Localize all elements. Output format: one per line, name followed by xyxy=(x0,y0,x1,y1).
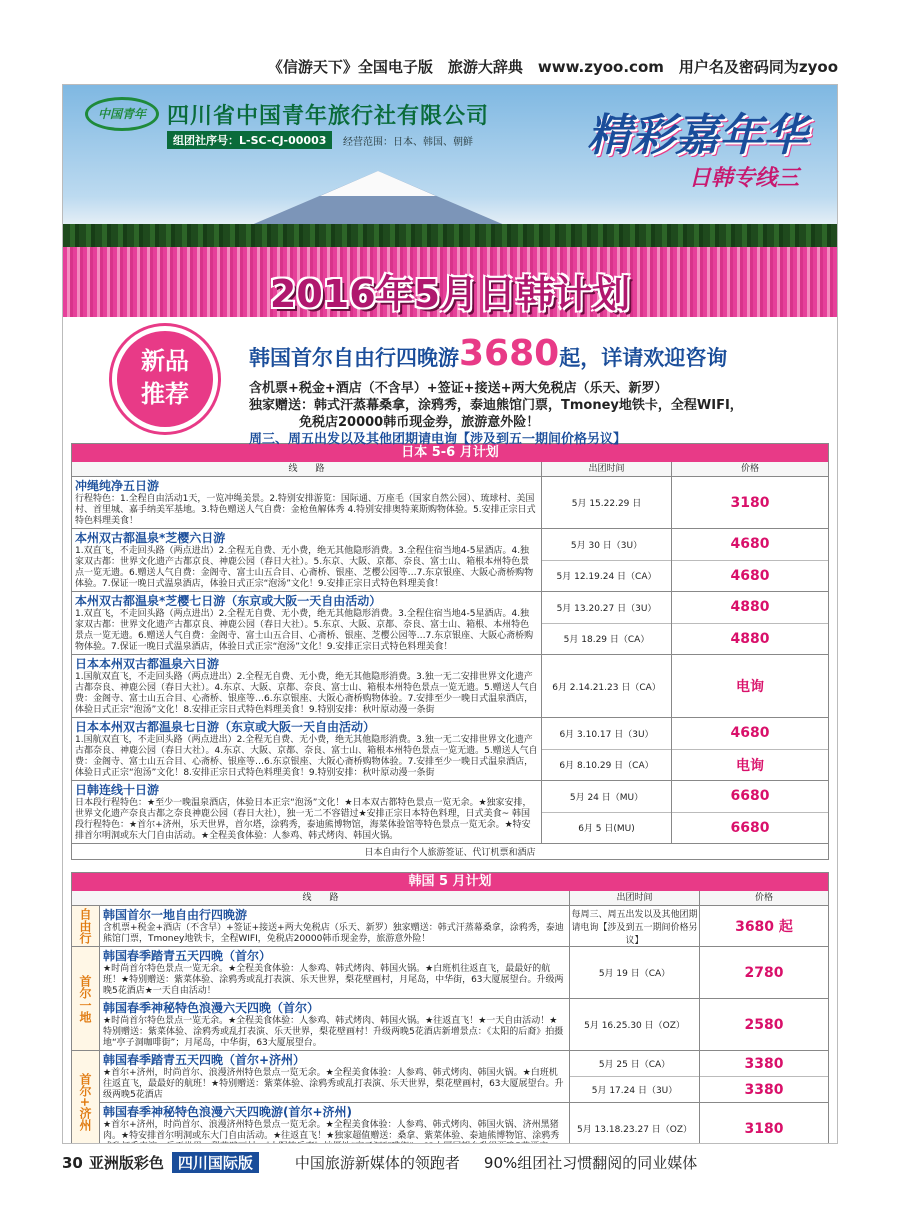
promo-title-text: 韩国首尔自由行四晚游 xyxy=(249,346,459,370)
group-rows xyxy=(100,1051,828,1144)
price: 3380 xyxy=(700,1076,828,1102)
departure-dates xyxy=(570,1103,700,1144)
route-details: 1.双直飞，不走回头路（两点进出）2.全程无自费、无小费，绝无其他隐形消费。3.全程住宿当地4-5星酒店。4.独家双古都：世界文化遗产古都京良、神鹿公园（春日大社）。5.东京、大阪、京都、奈良、富士山、箱根本州特色景点一览无遗。6.赠送人气自费：金阁寺、富士山五合目、心斋桥、银座、芝樱公园等…7.东京银座、大阪心斋桥购物体验。7.保证一晚日式温泉酒店，体验日式正宗“泡汤”文化！9.安排正宗日式特色料理美食！ xyxy=(75,546,534,589)
departure-dates xyxy=(570,999,700,1050)
departure-dates xyxy=(542,655,672,717)
prices xyxy=(672,529,828,591)
company-name: 四川省中国青年旅行社有限公司 xyxy=(167,104,490,129)
prices xyxy=(700,906,828,946)
route-description xyxy=(100,1051,570,1102)
advert-page xyxy=(62,84,838,1144)
route-title: 本州双古都温泉*芝樱六日游 xyxy=(75,531,226,545)
table-row xyxy=(72,781,828,844)
promo-line-3: 免税店20000韩币现金券，旅游意外险！ xyxy=(299,415,540,430)
price: 2780 xyxy=(744,964,784,981)
japan-note: 日本自由行个人旅游签证、代订机票和酒店 xyxy=(364,848,536,858)
departure-dates xyxy=(542,718,672,780)
promo-section xyxy=(63,317,837,447)
departure-date: 5月 25 日（CA） xyxy=(598,1060,671,1070)
departure-dates xyxy=(570,906,700,946)
group-label: 自由行 xyxy=(72,906,100,946)
header-price: 价格 xyxy=(740,464,759,474)
japan-table-title: 日本 5-6 月计划 xyxy=(72,444,828,462)
top-header: 《信游天下》全国电子版 旅游大辞典 www.zyoo.com 用户名及密码同为zyoo xyxy=(267,58,838,76)
departure-dates xyxy=(570,1051,700,1102)
group-label: 首尔+济州 xyxy=(72,1051,100,1144)
departure-date: 每周三、周五出发以及其他团期请电询【涉及到五一期间价格另议】 xyxy=(571,909,698,946)
table-row xyxy=(72,529,828,592)
korea-rows xyxy=(72,906,828,1144)
price: 4680 xyxy=(672,560,828,592)
header-route: 线 路 xyxy=(72,891,570,905)
korea-group xyxy=(72,1051,828,1144)
footer xyxy=(62,1152,838,1173)
route-title: 本州双古都温泉*芝樱七日游（东京或大阪一天自由活动） xyxy=(75,594,382,608)
route-details: ★时尚首尔特色景点一览无余。★全程美食体验：人参鸡、韩式烤肉、韩国火锅。★往返直飞！★一天自由活动！★特别赠送：紫菜体验、涂鸦秀或乱打表演、乐天世界，梨花壁画村！升级两晚5花酒店新增景点：《太阳的后裔》拍摄地“亭子洞咖啡街”；月尾岛，中华街，63大厦展望台。 xyxy=(103,1016,564,1048)
header-date: 出团时间 xyxy=(542,462,672,476)
price: 4680 xyxy=(730,725,770,742)
route-details: ★时尚首尔特色景点一览无余。★全程美食体验：人参鸡、韩式烤肉、韩国火锅。★白班机往返直飞，最最好的航班！★特别赠送：紫菜体验、涂鸦秀或乱打表演、乐天世界，梨花壁画村，月尾岛，中华街，63大厦展望台。升级两晚5花酒店★一天自由活动！ xyxy=(103,964,564,996)
prices xyxy=(672,655,828,717)
edition-badge: 四川国际版 xyxy=(172,1152,259,1173)
korea-group xyxy=(72,906,828,947)
header-route: 线 路 xyxy=(72,462,542,476)
table-row xyxy=(100,906,828,946)
departure-date: 6月 2.14.21.23 日（CA） xyxy=(552,682,661,693)
route-title: 日韩连线十日游 xyxy=(75,783,160,797)
route-description xyxy=(72,655,542,717)
promo-line-4: 周三、周五出发以及其他团期请电询【涉及到五一期间价格另议】 xyxy=(249,432,627,447)
prices xyxy=(672,781,828,843)
price: 电询 xyxy=(672,749,828,781)
route-description xyxy=(72,781,542,843)
route-details: 1.国航双直飞，不走回头路（两点进出）2.全程无自费、无小费，绝无其他隐形消费。3.独一无二安排世界文化遗产古都奈良、神鹿公园（春日大社）。4.东京、大阪、京都、奈良、富士山、箱根本州特色景点一览无遗。5.赠送人气自费：金阁寺、富士山五合目、心斋桥、银座等…6.东京银座、大阪心斋桥购物体验。7.安排至少一晚日式温泉酒店，体验日式正宗“泡汤”文化！8.安排正宗日式特色料理美食！9.特别安排：秋叶原动漫一条街 xyxy=(75,735,538,778)
table-row xyxy=(72,655,828,718)
prices xyxy=(700,1051,828,1102)
route-description xyxy=(72,529,542,591)
prices xyxy=(700,1103,828,1144)
route-details: 1.双直飞，不走回头路（两点进出）2.全程无自费、无小费，绝无其他隐形消费。3.全程住宿当地4-5星酒店。4.独家双古都：世界文化遗产古都京良、神鹿公园（春日大社）。5.东京、大阪、京都、奈良、富士山、箱根、本州特色景点一览无遗。6.赠送人气自费：金阁寺、富士山五合目、心斋桥、银座、芝樱公园等…7.东京银座、大阪心斋桥购物体验。7.保证一晚日式温泉酒店，体验日式正宗“泡汤”文化！9.安排正宗日式特色料理美食！ xyxy=(75,609,534,652)
route-details: 含机票+税金+酒店（不含早）+签证+接送+两大免税店（乐天、新罗）独家赠送：韩式汗蒸幕桑拿，涂鸦秀，泰迪熊馆门票，Tmoney地铁卡，全程WIFI，免税店20000韩币现金券，旅游意外险！ xyxy=(103,923,564,944)
banner-slogan: 精彩嘉年华 xyxy=(587,110,807,161)
departure-date: 5月 12.19.24 日（CA） xyxy=(542,560,671,592)
footer-slogan-1: 中国旅游新媒体的领跑者 xyxy=(294,1154,460,1172)
table-row xyxy=(100,1103,828,1144)
prices xyxy=(700,947,828,998)
section-name: 亚洲版彩色 xyxy=(88,1154,164,1172)
company-logo: 中国青年 xyxy=(85,97,159,131)
table-row xyxy=(72,477,828,529)
route-details: 行程特色：1.全程自由活动1天，一览冲绳美景。2.特别安排游览：国际通、万座毛（国家自然公园）、琉球村、美国村、首里城、嘉手纳美军基地。3.特色赠送人气自费：金枪鱼解体秀 4.特别安排奥特莱斯购物体验。5.安排正宗日式特色料理美食！ xyxy=(75,494,536,526)
japan-table xyxy=(71,443,829,860)
plan-title: 2016年5月日韩计划 xyxy=(269,272,631,316)
header-price: 价格 xyxy=(754,893,773,903)
business-scope: 经营范围：日本、韩国、朝鲜 xyxy=(343,137,473,148)
route-description xyxy=(100,906,570,946)
route-description xyxy=(72,592,542,654)
route-title: 韩国春季踏青五天四晚（首尔+济州） xyxy=(103,1053,306,1067)
promo-line-2: 独家赠送：韩式汗蒸幕桑拿，涂鸦秀，泰迪熊馆门票，Tmoney地铁卡，全程WIFI， xyxy=(249,398,743,413)
departure-dates xyxy=(542,529,672,591)
price: 4880 xyxy=(730,599,770,616)
badge-line-2: 推荐 xyxy=(141,380,189,408)
route-details: 日本段行程特色：★至少一晚温泉酒店，体验日本正宗“泡汤”文化！★日本双古都特色景点一览无余。★独家安排，世界文化遗产奈良古都之奈良神鹿公园（春日大社），独一无二不容错过★安排正宗日本特色料理，日式美食~ 韩国段行程特色：★首尔+济州，乐天世界，首尔塔，涂鸦秀，泰迪熊博物馆，海菜体验馆等特色景点一览无余。★特安排首尔明洞或东大门自由活动。★全程美食体验：人参鸡、韩式烤肉、韩国火锅。 xyxy=(75,798,532,841)
departure-dates xyxy=(542,592,672,654)
route-description xyxy=(72,477,542,528)
route-details: ★首尔+济州，时尚首尔、浪漫济州特色景点一览无余。★全程美食体验：人参鸡、韩式烤肉、韩国火锅。★白班机往返直飞，最最好的航班！★特别赠送：紫菜体验、涂鸦秀或乱打表演、乐天世界，梨花壁画村，63大厦展望台。升级两晚5花酒店 xyxy=(103,1068,564,1100)
prices xyxy=(672,592,828,654)
route-title: 冲绳纯净五日游 xyxy=(75,479,160,493)
promo-title-tail: 起，详请欢迎咨询 xyxy=(559,346,728,370)
price: 4880 xyxy=(672,623,828,655)
group-rows xyxy=(100,947,828,1050)
korea-table-header xyxy=(72,891,828,906)
korea-group xyxy=(72,947,828,1051)
route-description xyxy=(72,718,542,780)
departure-date: 5月 13.18.23.27 日（OZ） xyxy=(576,1125,693,1135)
departure-dates xyxy=(570,947,700,998)
price: 3680 起 xyxy=(735,919,793,935)
departure-date: 5月 18.29 日（CA） xyxy=(542,623,671,655)
route-details: ★首尔+济州，时尚首尔、浪漫济州特色景点一览无余。★全程美食体验：人参鸡、韩式烤肉、韩国火锅、济州黑猪肉。★特安排首尔明洞或东大门自由活动。★往返直飞！★独家超值赠送：桑拿、紫菜体验、泰迪熊博物馆、涂鸦秀 xyxy=(103,1120,560,1141)
badge-line-1: 新品 xyxy=(141,347,189,375)
route-title: 韩国春季踏青五天四晚（首尔） xyxy=(103,949,272,963)
route-description xyxy=(100,947,570,998)
page-number: 30 xyxy=(62,1153,83,1172)
price: 3380 xyxy=(744,1055,784,1072)
prices xyxy=(672,477,828,528)
price: 4680 xyxy=(730,536,770,553)
license-number: 组团社序号：L-SC-CJ-00003 xyxy=(167,131,332,149)
price: 电询 xyxy=(736,679,764,695)
route-title: 韩国春季神秘特色浪漫六天四晚游(首尔+济州) xyxy=(103,1105,353,1119)
departure-date: 5月 19 日（CA） xyxy=(598,969,671,979)
table-row xyxy=(100,1051,828,1103)
price: 6680 xyxy=(730,788,770,805)
prices xyxy=(700,999,828,1050)
promo-price: 3680 xyxy=(459,333,560,374)
departure-date: 5月 30 日（3U） xyxy=(570,540,643,551)
japan-table-header xyxy=(72,462,828,477)
footer-slogan-2: 90%组团社习惯翻阅的同业媒体 xyxy=(483,1154,698,1172)
prices xyxy=(672,718,828,780)
table-row xyxy=(72,592,828,655)
table-row xyxy=(100,999,828,1050)
route-title: 日本本州双古都温泉七日游（东京或大阪一天自由活动） xyxy=(75,720,376,734)
departure-date: 5月 13.20.27 日（3U） xyxy=(556,603,657,614)
departure-date: 5月 24 日（MU） xyxy=(569,792,644,803)
promo-title xyxy=(249,333,727,374)
departure-date: 5月 15.22.29 日 xyxy=(571,499,642,509)
route-details: 1.国航双直飞，不走回头路（两点进出）2.全程无自费、无小费，绝无其他隐形消费。3.独一无二安排世界文化遗产古都奈良、神鹿公园（春日大社）。4.东京、大阪、京都、奈良、富士山、箱根本州特色景点一览无遗。5.赠送人气自费：金阁寺、富士山五合目、心斋桥、银座等…6.东京银座、大阪心斋桥购物体验。7.安排至少一晚日式温泉酒店，体验日式正宗“泡汤”文化！8.安排正宗日式特色料理美食！9.特别安排：秋叶原动漫一条街 xyxy=(75,672,538,715)
departure-dates xyxy=(542,477,672,528)
snow-cap xyxy=(320,171,436,196)
group-rows xyxy=(100,906,828,946)
departure-date: 5月 17.24 日（3U） xyxy=(570,1076,699,1102)
japan-rows xyxy=(72,477,828,844)
korea-table-title: 韩国 5 月计划 xyxy=(72,873,828,891)
departure-date: 6月 3.10.17 日（3U） xyxy=(559,729,654,740)
price: 3180 xyxy=(744,1120,784,1137)
group-label: 首尔一地 xyxy=(72,947,100,1050)
promo-line-1: 含机票+税金+酒店（不含早）+签证+接送+两大免税店（乐天、新罗） xyxy=(249,381,668,396)
departure-date: 5月 16.25.30 日（OZ） xyxy=(584,1021,685,1031)
route-title: 日本本州双古都温泉六日游 xyxy=(75,657,220,671)
banner-subtitle: 日韩专线三 xyxy=(688,166,799,191)
route-title: 韩国春季神秘特色浪漫六天四晚（首尔） xyxy=(103,1001,320,1015)
header-date: 出团时间 xyxy=(570,891,700,905)
price: 2580 xyxy=(744,1016,784,1033)
table-row xyxy=(72,718,828,781)
route-description xyxy=(100,1103,570,1144)
price: 6680 xyxy=(672,812,828,844)
route-description xyxy=(100,999,570,1050)
departure-date: 6月 5 日(MU) xyxy=(542,812,671,844)
new-product-badge xyxy=(117,331,213,427)
price: 3180 xyxy=(730,494,770,511)
table-row xyxy=(100,947,828,999)
departure-date: 6月 8.10.29 日（CA） xyxy=(542,749,671,781)
banner xyxy=(63,85,837,317)
departure-dates xyxy=(542,781,672,843)
korea-table xyxy=(71,872,829,1144)
route-title: 韩国首尔一地自由行四晚游 xyxy=(103,908,248,922)
